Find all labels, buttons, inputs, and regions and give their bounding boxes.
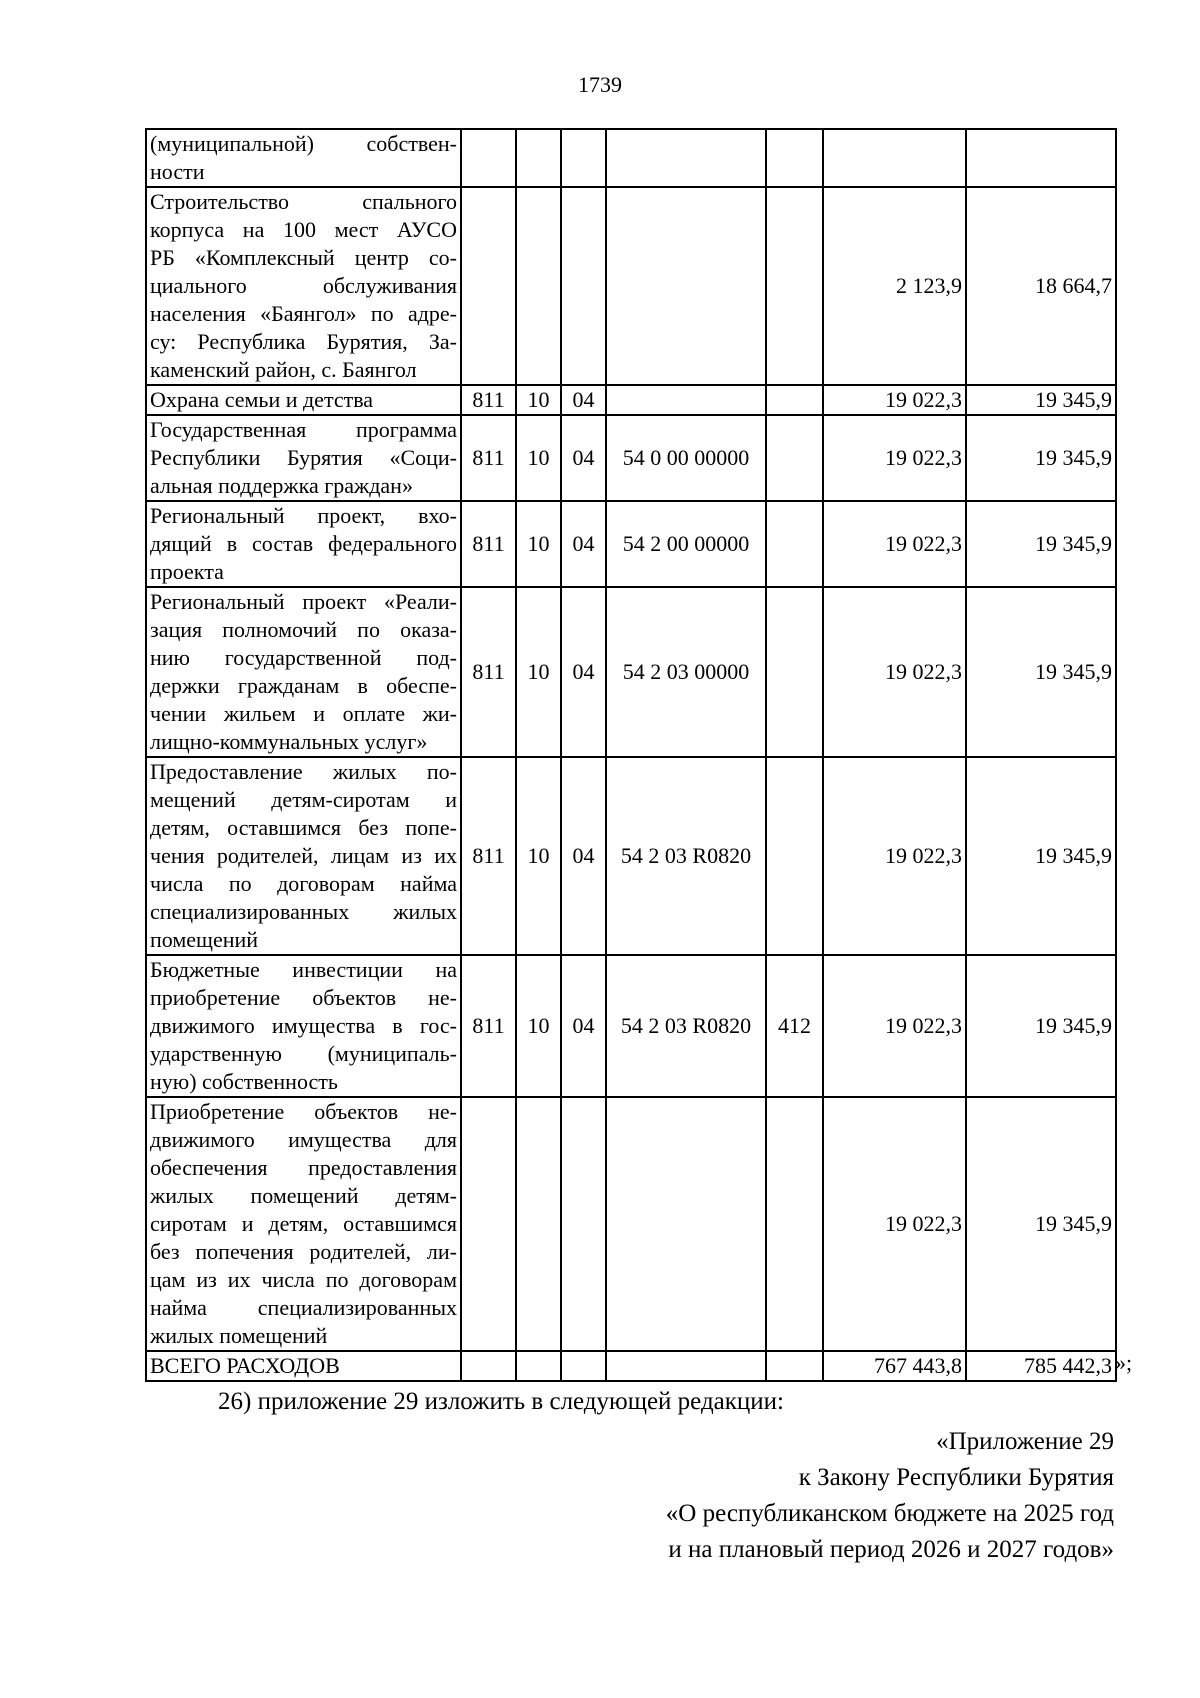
item-name-line: су: Республика Бурятия, За- (150, 329, 457, 354)
amount-2027-cell: 19 345,9 (966, 587, 1116, 757)
section-code-cell (516, 129, 561, 187)
amount-2026-cell: 19 022,3 (823, 415, 966, 501)
item-name-line: сиротам и детям, оставшимся (150, 1211, 457, 1236)
item-name-line: цам из их числа по договорам (150, 1267, 457, 1292)
section-code-cell: 10 (516, 757, 561, 955)
item-name-line: держки гражданам в обеспе- (150, 673, 457, 698)
ministry-code-cell (461, 187, 516, 385)
amount-2027-cell: 19 345,9 (966, 501, 1116, 587)
target-article-cell (606, 1097, 766, 1351)
appendix-header-line: к Закону Республики Бурятия (798, 1464, 1114, 1491)
amount-2026-cell (823, 129, 966, 187)
subsection-code-cell (561, 187, 606, 385)
appendix-header-line: «О республиканском бюджете на 2025 год (665, 1500, 1114, 1527)
item-name-line: Бюджетные инвестиции на (150, 957, 457, 982)
section-code-cell: 10 (516, 587, 561, 757)
table-row (146, 955, 1116, 1097)
table-row (146, 501, 1116, 587)
item-name-cell (146, 415, 461, 501)
item-name-line: зация полномочий по оказа- (150, 617, 457, 642)
amount-2026-cell: 19 022,3 (823, 501, 966, 587)
item-name-line: жилых помещений детям- (150, 1183, 457, 1208)
table-row (146, 385, 1116, 415)
amount-2026-cell: 19 022,3 (823, 385, 966, 415)
table-row (146, 587, 1116, 757)
item-name-line: найма специализированных (150, 1295, 457, 1320)
expense-type-cell: 412 (766, 955, 823, 1097)
section-code-cell (516, 1351, 561, 1381)
amount-2027-cell: 19 345,9 (966, 955, 1116, 1097)
section-code-cell (516, 187, 561, 385)
amount-2026-cell: 19 022,3 (823, 587, 966, 757)
item-name-line: ную) собственность (150, 1069, 338, 1094)
item-name-line: нию государственной под- (150, 645, 457, 670)
subsection-code-cell: 04 (561, 385, 606, 415)
expense-type-cell (766, 415, 823, 501)
amount-2026-cell: 2 123,9 (823, 187, 966, 385)
amount-2027-cell (966, 129, 1116, 187)
target-article-cell: 54 2 03 R0820 (606, 955, 766, 1097)
amount-2027-cell: 18 664,7 (966, 187, 1116, 385)
expense-type-cell (766, 587, 823, 757)
item-name-line: движимого имущества в гос- (150, 1013, 457, 1038)
target-article-cell (606, 187, 766, 385)
target-article-cell (606, 129, 766, 187)
item-name-line: обеспечения предоставления (150, 1155, 457, 1180)
table-row (146, 1097, 1116, 1351)
appendix-header (666, 1424, 1114, 1568)
budget-table (145, 128, 1117, 1382)
table-row (146, 129, 1116, 187)
item-name-line: детям, оставшимся без попе- (150, 815, 457, 840)
budget-table-body (146, 129, 1116, 1381)
ministry-code-cell (461, 129, 516, 187)
subsection-code-cell (561, 129, 606, 187)
item-name-line: жилых помещений (150, 1323, 328, 1348)
target-article-cell: 54 2 03 00000 (606, 587, 766, 757)
item-name-cell (146, 1351, 461, 1381)
item-name-line: каменский район, с. Баянгол (150, 357, 417, 382)
subsection-code-cell (561, 1097, 606, 1351)
amount-2027-cell: 19 345,9 (966, 757, 1116, 955)
item-name-line: Республики Бурятия «Соци- (150, 445, 457, 470)
item-name-line: Региональный проект «Реали- (150, 589, 457, 614)
amount-2026-cell: 19 022,3 (823, 757, 966, 955)
ministry-code-cell (461, 1097, 516, 1351)
expense-type-cell (766, 501, 823, 587)
section-code-cell (516, 1097, 561, 1351)
target-article-cell: 54 0 00 00000 (606, 415, 766, 501)
table-row (146, 1351, 1116, 1381)
expense-type-cell (766, 385, 823, 415)
page-number: 1739 (578, 72, 622, 97)
ministry-code-cell (461, 1351, 516, 1381)
section-code-cell: 10 (516, 415, 561, 501)
item-name-line: населения «Баянгол» по адре- (150, 301, 457, 326)
item-name-line: движимого имущества для (150, 1127, 457, 1152)
item-name-line: помещений (150, 927, 259, 952)
amount-2027-cell: 19 345,9 (966, 1097, 1116, 1351)
item-name-line: лищно-коммунальных услуг» (150, 729, 428, 754)
item-name-line: числа по договорам найма (150, 871, 457, 896)
section-code-cell: 10 (516, 955, 561, 1097)
item-name-cell (146, 955, 461, 1097)
item-name-line: альная поддержка граждан» (150, 473, 413, 498)
table-row (146, 187, 1116, 385)
item-name-line: Охрана семьи и детства (150, 387, 374, 412)
expense-type-cell (766, 757, 823, 955)
amount-2027-cell: 19 345,9 (966, 415, 1116, 501)
item-name-line: Региональный проект, вхо- (150, 503, 457, 528)
ministry-code-cell: 811 (461, 385, 516, 415)
item-name-line: специализированных жилых (150, 899, 457, 924)
item-name-line: ности (150, 159, 205, 184)
item-name-line: Приобретение объектов не- (150, 1099, 457, 1124)
subsection-code-cell: 04 (561, 757, 606, 955)
amount-2026-cell: 19 022,3 (823, 955, 966, 1097)
ministry-code-cell: 811 (461, 955, 516, 1097)
item-name-line: (муниципальной) собствен- (150, 131, 457, 156)
item-name-line: чения родителей, лицам из их (150, 843, 457, 868)
item-name-line: РБ «Комплексный центр со- (150, 245, 457, 270)
amount-2026-cell: 767 443,8 (823, 1351, 966, 1381)
target-article-cell (606, 1351, 766, 1381)
item-name-line: без попечения родителей, ли- (150, 1239, 457, 1264)
subsection-code-cell: 04 (561, 955, 606, 1097)
item-name-line: чении жильем и оплате жи- (150, 701, 457, 726)
item-name-cell (146, 587, 461, 757)
item-name-line: проекта (150, 559, 224, 584)
section-code-cell: 10 (516, 501, 561, 587)
table-row (146, 415, 1116, 501)
subsection-code-cell: 04 (561, 501, 606, 587)
item-name-line: ударственную (муниципаль- (150, 1041, 457, 1066)
table-row (146, 757, 1116, 955)
section-code-cell: 10 (516, 385, 561, 415)
amount-2027-cell: 19 345,9 (966, 385, 1116, 415)
ministry-code-cell: 811 (461, 587, 516, 757)
expense-type-cell (766, 1351, 823, 1381)
amount-2027-cell: 785 442,3 (966, 1351, 1116, 1381)
item-name-line: Строительство спального (150, 189, 457, 214)
item-name-cell (146, 385, 461, 415)
amount-2026-cell: 19 022,3 (823, 1097, 966, 1351)
item-name-cell (146, 187, 461, 385)
subsection-code-cell: 04 (561, 415, 606, 501)
target-article-cell: 54 2 03 R0820 (606, 757, 766, 955)
target-article-cell (606, 385, 766, 415)
subsection-code-cell: 04 (561, 587, 606, 757)
amendment-instruction: 26) приложение 29 изложить в следующей редакции: (218, 1388, 784, 1415)
item-name-cell (146, 129, 461, 187)
closing-quote-mark: »; (1115, 1350, 1133, 1375)
item-name-line: мещений детям-сиротам и (150, 787, 457, 812)
subsection-code-cell (561, 1351, 606, 1381)
item-name-cell (146, 757, 461, 955)
item-name-line: дящий в состав федерального (150, 531, 457, 556)
ministry-code-cell: 811 (461, 501, 516, 587)
ministry-code-cell: 811 (461, 415, 516, 501)
item-name-line: корпуса на 100 мест АУСО (150, 217, 457, 242)
item-name-line: циального обслуживания (150, 273, 457, 298)
item-name-line: ВСЕГО РАСХОДОВ (150, 1353, 340, 1378)
item-name-line: приобретение объектов не- (150, 985, 457, 1010)
item-name-cell (146, 1097, 461, 1351)
item-name-cell (146, 501, 461, 587)
item-name-line: Предоставление жилых по- (150, 759, 457, 784)
item-name-line: Государственная программа (150, 417, 457, 442)
target-article-cell: 54 2 00 00000 (606, 501, 766, 587)
appendix-header-line: и на плановый период 2026 и 2027 годов» (668, 1536, 1114, 1563)
appendix-header-line: «Приложение 29 (936, 1428, 1114, 1455)
expense-type-cell (766, 1097, 823, 1351)
ministry-code-cell: 811 (461, 757, 516, 955)
expense-type-cell (766, 187, 823, 385)
expense-type-cell (766, 129, 823, 187)
